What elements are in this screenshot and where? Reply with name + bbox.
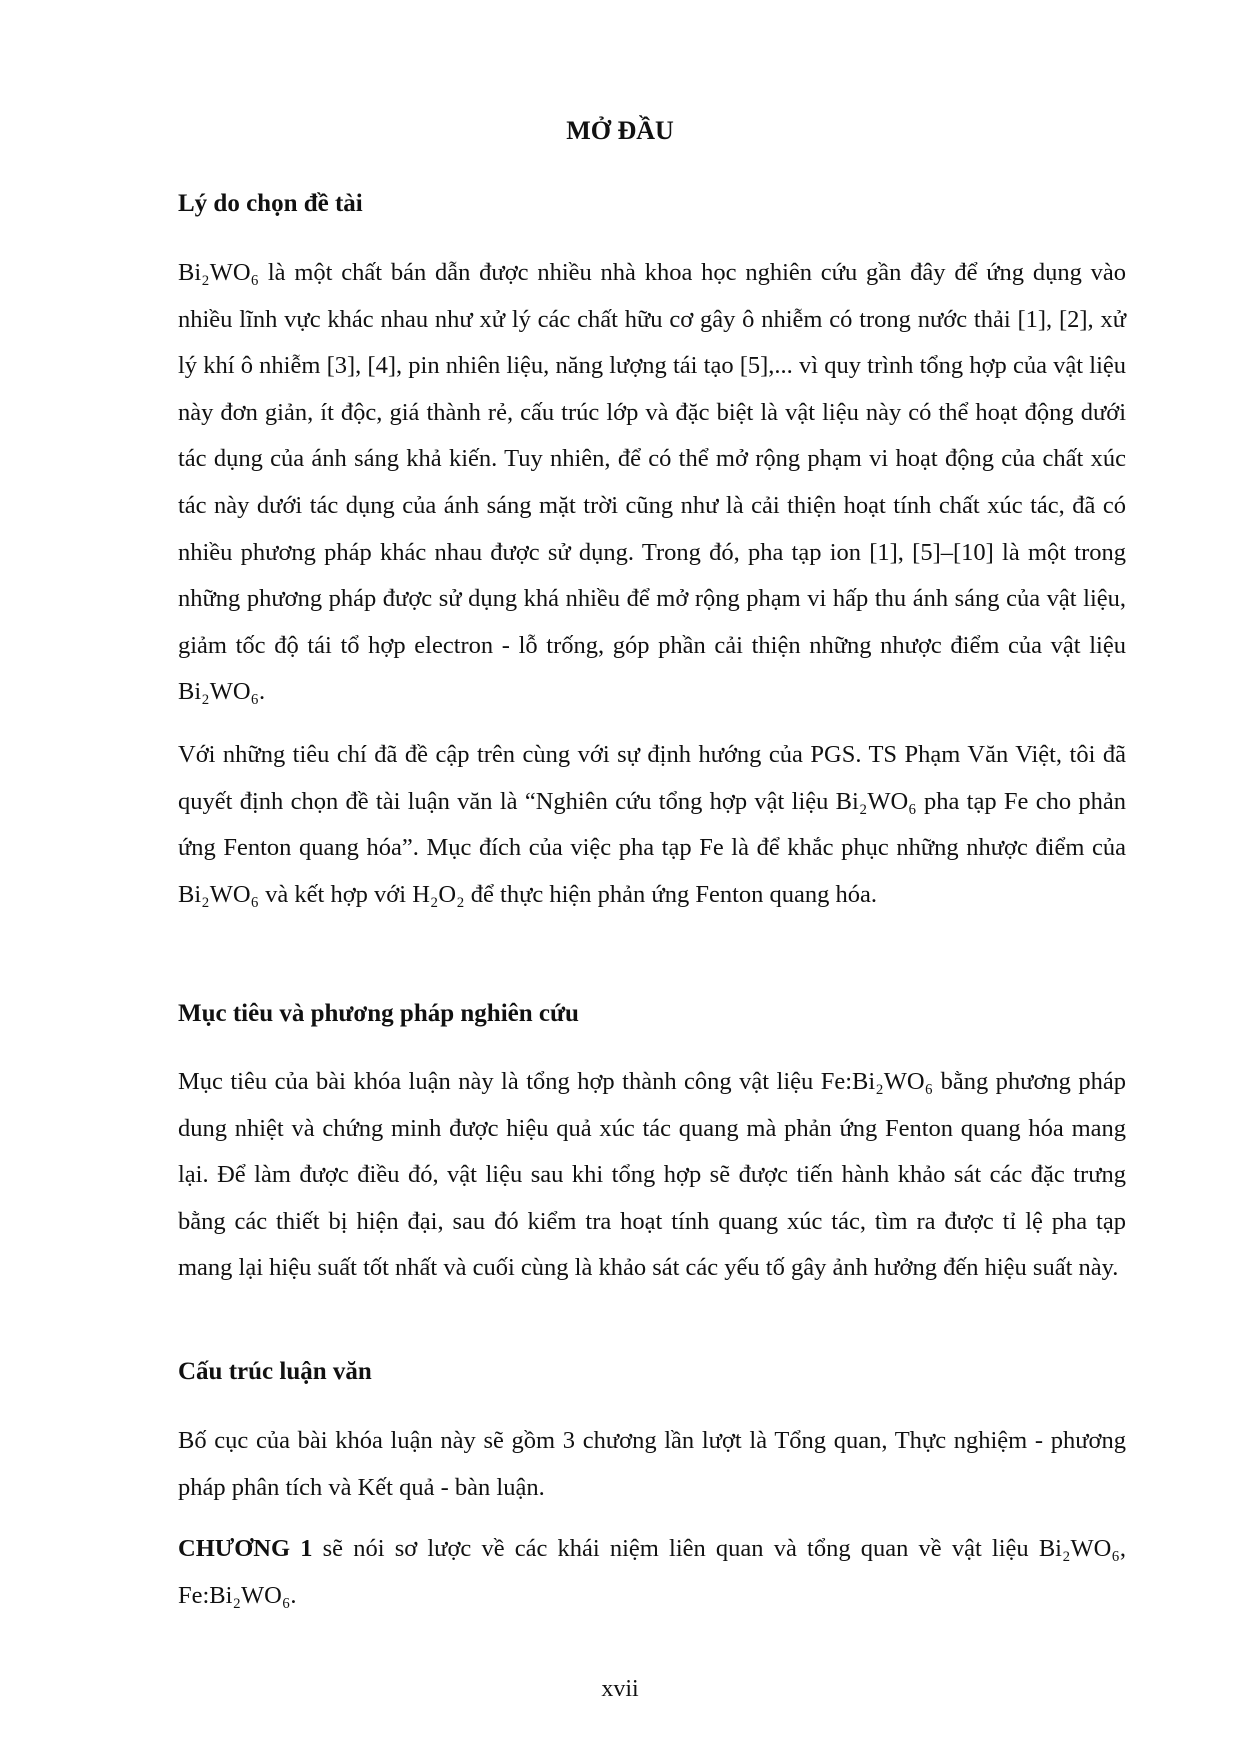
paragraph-structure: Bố cục của bài khóa luận này sẽ gồm 3 chương lần lượt là Tổng quan, Thực nghiệm - phương pháp phân tích và Kết quả - bàn luận. (178, 1427, 1126, 1501)
paragraph-reason-1: Bi₂WO₆ là một chất bán dẫn được nhiều nhà khoa học nghiên cứu gần đây để ứng dụng vào nhiều lĩnh vực khác nhau như xử lý các chất hữu cơ gây ô nhiễm có trong nước thải [1], [2], xử lý khí ô nhiễm [3], [4], pin nhiên liệu, năng lượng tái tạo [5],... vì quy trình tổng hợp của vật liệu này đơn giản, ít độc, giá thành rẻ, cấu trúc lớp và đặc biệt là vật liệu này có thể hoạt động dưới tác dụng của ánh sáng khả kiến. Tuy nhiên, để có thể mở rộng phạm vi hoạt động của chất xúc tác này dưới tác dụng của ánh sáng mặt trời cũng như là cải thiện hoạt tính chất xúc tác, đã có nhiều phương pháp khác nhau được sử dụng. Trong đó, pha tạp ion [1], [5]–[10] là một trong những phương pháp được sử dụng khá nhiều để mở rộng phạm vi hấp thu ánh sáng của vật liệu, giảm tốc độ tái tổ hợp electron - lỗ trống, góp phần cải thiện những nhược điểm của vật liệu Bi₂WO₆. (178, 259, 1126, 706)
section-heading-structure: Cấu trúc luận văn (178, 1358, 372, 1385)
page-number: xvii (601, 1676, 639, 1702)
section-heading-reason: Lý do chọn đề tài (178, 190, 363, 217)
page-title: MỞ ĐẦU (566, 116, 674, 145)
paragraph-reason-2: Với những tiêu chí đã đề cập trên cùng với sự định hướng của PGS. TS Phạm Văn Việt, tôi đã quyết định chọn đề tài luận văn là “Nghiên cứu tổng hợp vật liệu Bi₂WO₆ pha tạp Fe cho phản ứng Fenton quang hóa”. Mục đích của việc pha tạp Fe là để khắc phục những nhược điểm của Bi₂WO₆ và kết hợp với H₂O₂ để thực hiện phản ứng Fenton quang hóa. (178, 741, 1126, 908)
paragraph-objectives: Mục tiêu của bài khóa luận này là tổng hợp thành công vật liệu Fe:Bi₂WO₆ bằng phương pháp dung nhiệt và chứng minh được hiệu quả xúc tác quang mà phản ứng Fenton quang hóa mang lại. Để làm được điều đó, vật liệu sau khi tổng hợp sẽ được tiến hành khảo sát các đặc trưng bằng các thiết bị hiện đại, sau đó kiểm tra hoạt tính quang xúc tác, tìm ra được tỉ lệ pha tạp mang lại hiệu suất tốt nhất và cuối cùng là khảo sát các yếu tố gây ảnh hưởng đến hiệu suất này. (178, 1068, 1126, 1282)
chapter-1-text: sẽ nói sơ lược về các khái niệm liên quan và tổng quan về vật liệu Bi₂WO₆, Fe:Bi₂WO₆. (178, 1535, 1126, 1609)
chapter-1-label: CHƯƠNG 1 (178, 1535, 313, 1562)
paragraph-chapter-1 (178, 1526, 1126, 1619)
section-heading-objectives: Mục tiêu và phương pháp nghiên cứu (178, 1000, 579, 1027)
